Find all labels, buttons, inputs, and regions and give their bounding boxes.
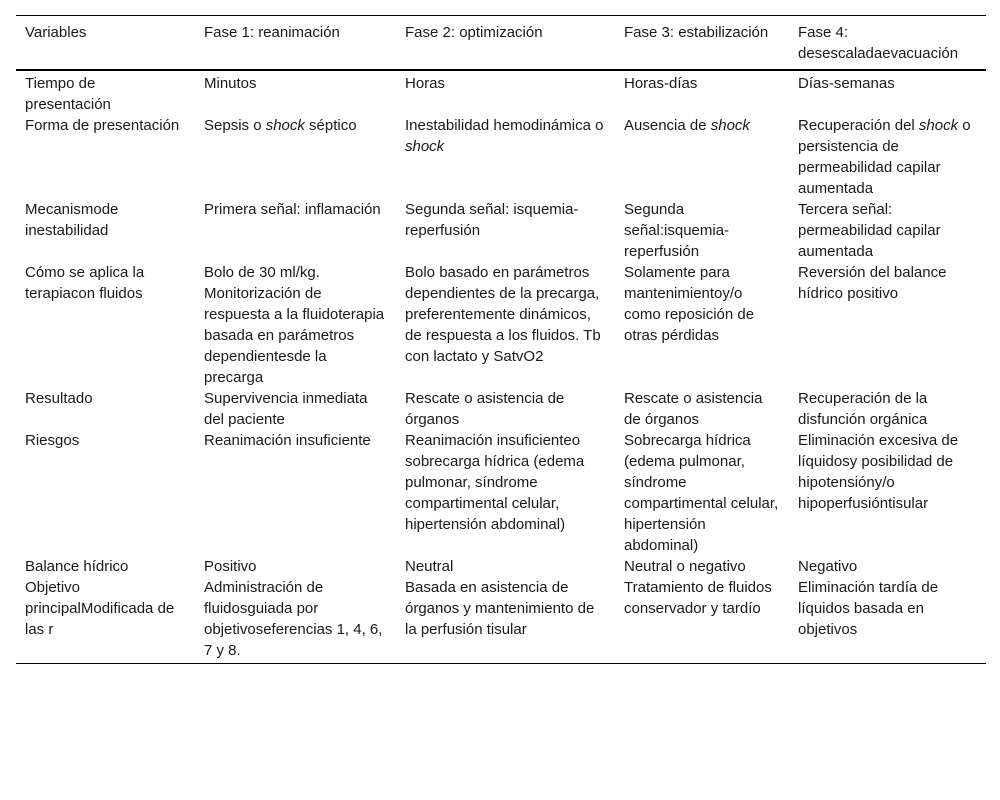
row-label: Cómo se aplica la terapiacon fluidos (25, 264, 145, 302)
cell-fase-1: Reanimación insuficiente (204, 432, 371, 449)
cell-fase-1: Supervivencia inmediata del paciente (204, 390, 368, 428)
cell-fase-1: Positivo (204, 558, 257, 575)
header-fase-2: Fase 2: optimización (405, 24, 543, 41)
cell-fase-4: Eliminación tardía de líquidos basada en objetivos (798, 579, 939, 638)
table-row (16, 430, 986, 556)
cell-text: Ausencia de (624, 117, 711, 134)
cell-fase-4 (789, 115, 986, 199)
header-fase-4: Fase 4: desescaladaevacuación (798, 24, 959, 62)
fluid-phases-table (16, 15, 986, 664)
cell-fase-2: Neutral (405, 558, 454, 575)
cell-fase-2: Horas (405, 75, 446, 92)
row-label: Tiempo de presentación (25, 75, 111, 113)
header-variables: Variables (25, 24, 87, 41)
cell-fase-1: Minutos (204, 75, 257, 92)
cell-fase-1: Bolo de 30 ml/kg. Monitorización de respuesta a la fluidoterapia basada en parámetros dependientesde la precarga (204, 264, 385, 386)
row-label: Balance hídrico (25, 558, 129, 575)
cell-fase-3: Neutral o negativo (624, 558, 746, 575)
row-label: Forma de presentación (25, 117, 180, 134)
cell-text: Recuperación del (798, 117, 919, 134)
cell-fase-4: Tercera señal: permeabilidad capilar aumentada (798, 201, 941, 260)
table-row (16, 115, 986, 199)
cell-fase-2 (396, 115, 615, 199)
table-row (16, 577, 986, 664)
cell-fase-2: Rescate o asistencia de órganos (405, 390, 565, 428)
table-row (16, 556, 986, 577)
table-row (16, 262, 986, 388)
cell-fase-1: Primera señal: inflamación (204, 201, 381, 218)
cell-italic-text: shock (918, 117, 959, 134)
row-label: Mecanismode inestabilidad (25, 201, 119, 239)
cell-fase-4: Negativo (798, 558, 858, 575)
cell-fase-3 (615, 115, 789, 199)
row-label: Resultado (25, 390, 93, 407)
cell-fase-3: Tratamiento de fluidos conservador y tardío (624, 579, 772, 617)
cell-fase-1: Administración de fluidosguiada por objetivoseferencias 1, 4, 6, 7 y 8. (204, 579, 383, 659)
cell-fase-4: Eliminación excesiva de líquidosy posibilidad de hipotensióny/o hipoperfusióntisular (798, 432, 959, 512)
cell-fase-2: Basada en asistencia de órganos y mantenimiento de la perfusión tisular (405, 579, 595, 638)
cell-fase-4: Reversión del balance hídrico positivo (798, 264, 947, 302)
fluid-phases-table-container (16, 15, 986, 664)
cell-fase-2: Bolo basado en parámetros dependientes de la precarga, preferentemente dinámicos, de respuesta a los fluidos. Tb con lactato y SatvO2 (405, 264, 601, 365)
row-label: Riesgos (25, 432, 80, 449)
cell-italic-text: shock (405, 138, 445, 155)
cell-fase-3: Sobrecarga hídrica (edema pulmonar, síndrome compartimental celular, hipertensión abdominal) (624, 432, 779, 554)
cell-text: Sepsis o (204, 117, 266, 134)
cell-text: Inestabilidad hemodinámica o (405, 117, 604, 134)
cell-fase-3: Horas-días (624, 75, 698, 92)
header-fase-3: Fase 3: estabilización (624, 24, 769, 41)
cell-italic-text: shock (265, 117, 305, 134)
cell-fase-1 (195, 115, 396, 199)
cell-fase-3: Solamente para mantenimientoy/o como reposición de otras pérdidas (624, 264, 755, 344)
cell-fase-2: Reanimación insuficienteo sobrecarga hídrica (edema pulmonar, síndrome compartimental celular, hipertensión abdominal) (405, 432, 585, 533)
table-row (16, 70, 986, 115)
table-row (16, 199, 986, 262)
cell-text: séptico (304, 117, 357, 134)
cell-fase-4: Recuperación de la disfunción orgánica (798, 390, 928, 428)
cell-fase-3: Segunda señal:isquemia-reperfusión (624, 201, 730, 260)
header-row (16, 16, 986, 71)
cell-italic-text: shock (710, 117, 750, 134)
row-label: Objetivo principalModificada de las r (25, 579, 175, 638)
cell-fase-3: Rescate o asistencia de órganos (624, 390, 763, 428)
header-fase-1: Fase 1: reanimación (204, 24, 340, 41)
cell-text: o persistencia de permeabilidad capilar aumentada (798, 117, 971, 197)
cell-fase-2: Segunda señal: isquemia-reperfusión (405, 201, 579, 239)
table-row (16, 388, 986, 430)
cell-fase-4: Días-semanas (798, 75, 895, 92)
